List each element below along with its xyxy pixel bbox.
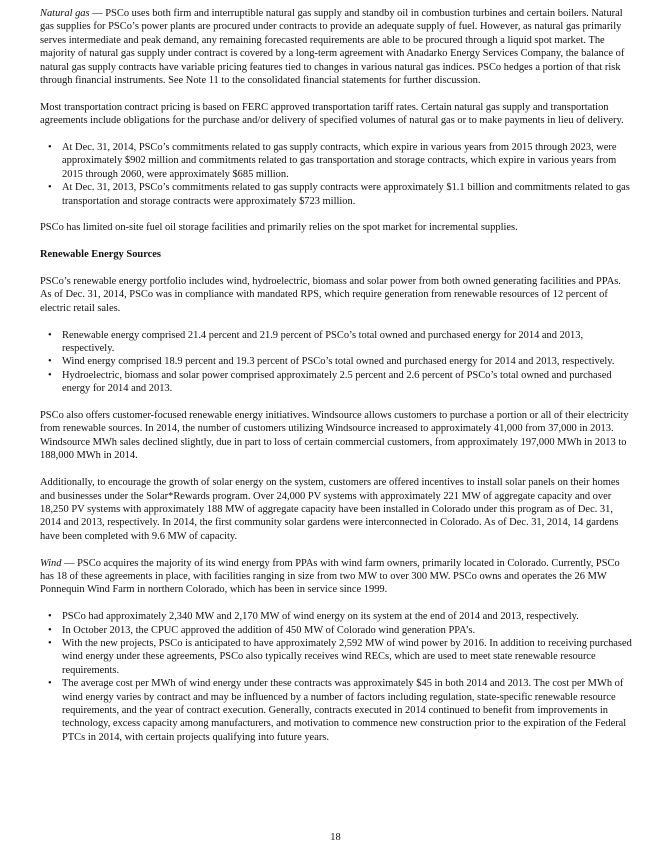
bullet-icon: • [48,329,52,341]
renewable-paragraph: PSCo’s renewable energy portfolio includes wind, hydroelectric, biomass and solar power from both owned generating facilities and PPAs. As of Dec. 31, 2014, PSCo was in compliance with mandated RPS, which require generation from renewable resources of 12 percent of electric retail sales. [40,276,621,314]
bullet-icon: • [48,182,52,194]
bullet-icon: • [48,624,52,636]
bullet-icon: • [48,369,52,381]
list-item-text: With the new projects, PSCo is anticipated to have approximately 2,592 MW of wind power by 2016. In addition to receiving purchased wind energy under these agreements, PSCo also typically receives wind RECs, which are used to meet state renewable resource requirements. [62,637,632,676]
list-item [48,624,634,637]
list-item [48,329,634,356]
document-page [40,7,634,758]
list-item [48,369,634,396]
wind-paragraph [40,557,634,597]
bullet-icon: • [48,142,52,154]
list-item [48,355,634,368]
gas-commitments-list [40,141,634,208]
natural-gas-label: Natural gas [40,8,90,19]
fuel-oil-paragraph: PSCo has limited on-site fuel oil storage facilities and primarily relies on the spot market for incremental supplies. [40,222,518,234]
windsource-paragraph: PSCo also offers customer-focused renewable energy initiatives. Windsource allows customers to purchase a portion or all of their electricity from renewable sources. In 2014, the number of customers utilizing Windsource increased to approximately 41,000 from 37,000 in 2013. Windsource MWh sales declined slightly, due in part to loss of certain commercial customers, from approximately 197,000 MWh in 2013 to 188,000 MWh in 2014. [40,410,629,462]
list-item [48,181,634,208]
bullet-icon: • [48,637,52,649]
solar-paragraph: Additionally, to encourage the growth of solar energy on the system, customers are offered incentives to install solar panels on their homes and businesses under the Solar*Rewards program. Over 24,000 PV systems with approximately 221 MW of aggregate capacity and over 18,250 PV systems with approximately 188 MW of aggregate capacity have been installed in Colorado under this program as of Dec. 31, 2014 and 2013, respectively. In 2014, the first community solar gardens were interconnected in Colorado. As of Dec. 31, 2014, 14 gardens have been completed with 9.6 MW of capacity. [40,477,620,542]
bullet-icon: • [48,611,52,623]
list-item-text: At Dec. 31, 2013, PSCo’s commitments related to gas supply contracts were approximately $1.1 billion and commitments related to gas transportation and storage contracts were approximately $723 million. [62,182,630,207]
list-item-text: Hydroelectric, biomass and solar power comprised approximately 2.5 percent and 2.6 percent of PSCo’s total owned and purchased energy for 2014 and 2013. [62,369,612,395]
natural-gas-paragraph [40,7,634,87]
bullet-icon: • [48,356,52,368]
list-item-text: The average cost per MWh of wind energy under these contracts was approximately $45 in both 2014 and 2013. The cost per MWh of wind energy varies by contract and may be influenced by a number of factors including regulation, state-specific renewable resource requirements, and the year of contract execution. Generally, contracts executed in 2014 continued to benefit from improvements in technology, excess capacity among manufacturers, and motivation to commence new construction prior to the expiration of the Federal PTCs in 2014, with certain projects qualifying into future years. [62,678,627,743]
list-item [48,610,634,623]
transportation-paragraph: Most transportation contract pricing is based on FERC approved transportation tariff rates. Certain natural gas supply and transportation agreements include obligations for the purchase and/or delivery of specified volumes of natural gas or to make payments in lieu of delivery. [40,101,624,127]
wind-text: — PSCo acquires the majority of its wind energy from PPAs with wind farm owners, primarily located in Colorado. Currently, PSCo has 18 of these agreements in place, with facilities ranging in size from two MW to over 300 MW. PSCo owns and operates the 26 MW Ponnequin Wind Farm in northern Colorado, which has been in service since 1999. [40,557,620,596]
list-item [48,637,634,677]
wind-label: Wind [40,557,62,569]
natural-gas-text: — PSCo uses both firm and interruptible natural gas supply and standby oil in combustion turbines and certain boilers. Natural gas supplies for PSCo’s power plants are procured under contracts to provide an adequate supply of fuel. However, as natural gas primarily serves intermediate and peak demand, any remaining forecasted requirements are able to be procured through a liquid spot market. The majority of natural gas supply under contract is covered by a long-term agreement with Anadarko Energy Services Company, the balance of natural gas supply contracts have variable pricing features tied to changes in various natural gas indices. PSCo hedges a portion of that risk through financial instruments. See Note 11 to the consolidated financial statements for further discussion. [40,8,625,87]
page-number: 18 [330,832,341,843]
list-item [48,677,634,744]
list-item-text: PSCo had approximately 2,340 MW and 2,170 MW of wind energy on its system at the end of 2014 and 2013, respectively. [62,611,579,623]
list-item-text: At Dec. 31, 2014, PSCo’s commitments related to gas supply contracts, which expire in various years from 2015 through 2023, were approximately $902 million and commitments related to gas transportation and storage contracts, which expire in various years from 2015 through 2060, were approximately $685 million. [62,142,617,180]
list-item-text: Wind energy comprised 18.9 percent and 19.3 percent of PSCo’s total owned and purchased energy for 2014 and 2013, respectively. [62,356,615,368]
bullet-icon: • [48,678,52,690]
list-item-text: Renewable energy comprised 21.4 percent and 21.9 percent of PSCo’s total owned and purchased energy for 2014 and 2013, respectively. [62,329,584,355]
list-item-text: In October 2013, the CPUC approved the addition of 450 MW of Colorado wind generation PPA’s. [62,624,476,636]
renewable-energy-heading: Renewable Energy Sources [40,249,161,261]
list-item [48,141,634,181]
renewable-list [40,329,634,396]
wind-list [40,610,634,744]
